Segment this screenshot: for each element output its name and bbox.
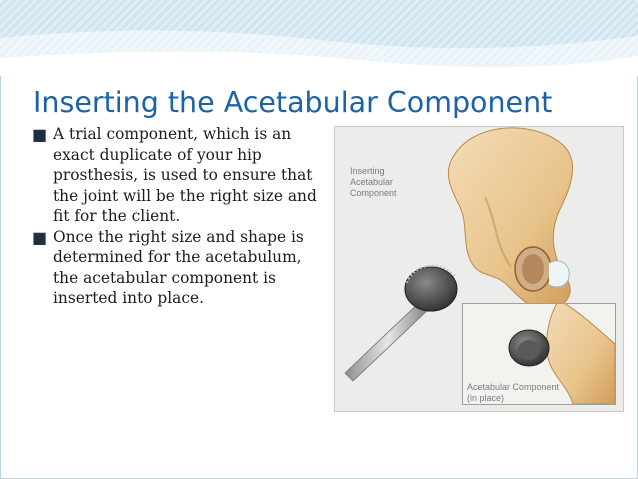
header-band [0,0,638,76]
bullet-list [31,124,321,309]
inset-panel [462,303,616,405]
bullet-item [31,124,321,227]
slide-title: Inserting the Acetabular Component [33,86,553,119]
bullet-item [31,227,321,309]
hip-prosthesis-illustration [334,126,624,412]
bullet-text: A trial component, which is an exact duplicate of your hip prosthesis, is used to ensure that the joint will be the right size and fit for the client. [53,125,317,225]
bullet-text: Once the right size and shape is determined for the acetabulum, the acetabular component is inserted into place. [53,227,304,307]
figure-label: Inserting Acetabular Component [350,166,397,198]
bullet-icon: ■ [32,125,48,144]
bullet-icon: ■ [32,227,48,247]
inset-label: Acetabular Component (in place) [467,382,560,403]
